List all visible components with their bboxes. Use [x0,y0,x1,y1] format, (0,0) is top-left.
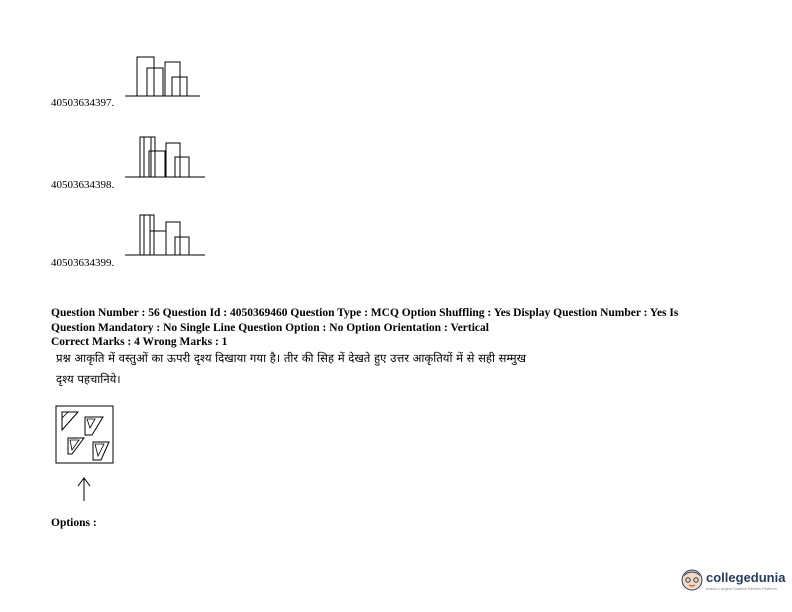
option-figure-2 [120,132,210,182]
watermark-brand: collegedunia [706,570,786,585]
question-text-line2: दृश्य पहचानिये। [56,372,121,386]
mascot-icon [680,568,704,592]
option-figure-3 [120,210,210,260]
question-meta-line2: Question Mandatory : No Single Line Question Option : No Option Orientation : Vertical [51,321,489,334]
watermark-tagline: India's Largest Student Review Platform [706,586,778,591]
question-meta [51,306,751,350]
option-figure-1 [120,52,210,102]
option-id-3: 40503634399. [51,257,115,269]
question-meta-line1: Question Number : 56 Question Id : 4050369460 Question Type : MCQ Option Shuffling : Yes Display Question Number : Yes Is [51,307,679,319]
options-label: Options : [51,517,97,529]
option-id-2: 40503634398. [51,179,115,191]
question-figure [56,406,116,506]
option-id-1: 40503634397. [51,97,115,109]
question-text-line1: प्रश्न आकृति में वस्तुओं का ऊपरी दृश्य दिखाया गया है। तीर की सिह में देखते हुए उत्तर आकृतियों में से सही सम्मुख [56,351,527,365]
question-marks: Correct Marks : 4 Wrong Marks : 1 [51,336,228,348]
collegedunia-watermark [680,566,790,596]
